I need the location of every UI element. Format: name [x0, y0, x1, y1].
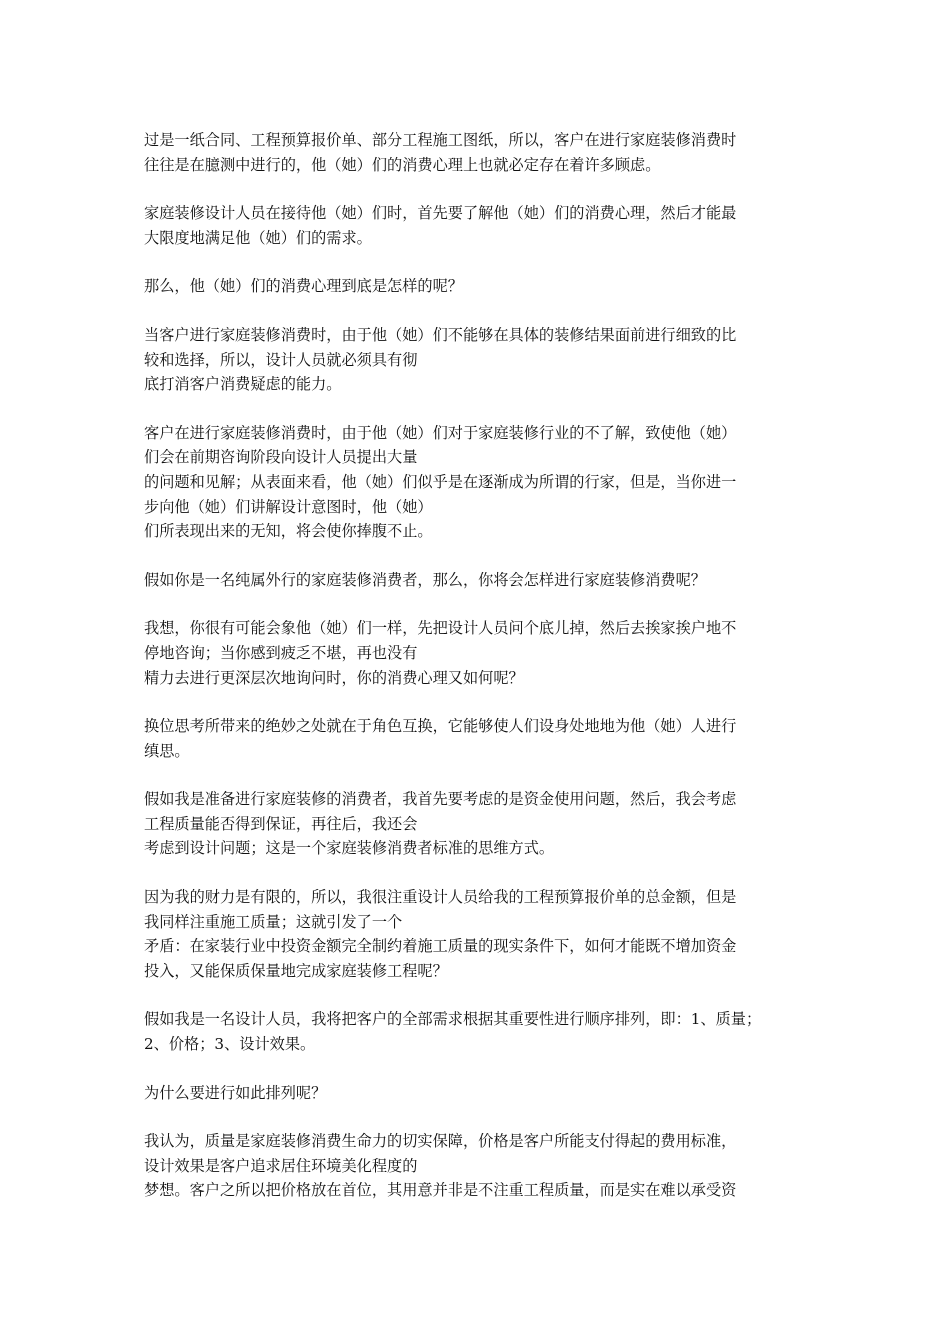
text-line: 们所表现出来的无知，将会使你捧腹不止。: [144, 522, 433, 541]
text-line: 往往是在臆测中进行的，他（她）们的消费心理上也就必定存在着许多顾虑。: [144, 155, 661, 174]
paragraph: [144, 201, 820, 250]
text-line: 我认为，质量是家庭装修消费生命力的切实保障，价格是客户所能支付得起的费用标准，: [144, 1132, 737, 1151]
text-line: 2、价格；3、设计效果。: [144, 1035, 316, 1054]
text-line: 梦想。客户之所以把价格放在首位，其用意并非是不注重工程质量，而是实在难以承受资: [144, 1181, 737, 1200]
text-line: 家庭装修设计人员在接待他（她）们时，首先要了解他（她）们的消费心理，然后才能最: [144, 204, 737, 223]
text-line: 大限度地满足他（她）们的需求。: [144, 228, 372, 247]
paragraph: [144, 714, 820, 763]
paragraph: [144, 1081, 820, 1106]
text-line: 我想，你很有可能会象他（她）们一样，先把设计人员问个底儿掉，然后去挨家挨户地不: [144, 619, 737, 638]
paragraph: [144, 616, 820, 690]
text-line: 停地咨询；当你感到疲乏不堪，再也没有: [144, 643, 418, 662]
text-line: 假如我是一名设计人员，我将把客户的全部需求根据其重要性进行顺序排列，即：1、质量；: [144, 1010, 762, 1029]
text-line: 较和选择，所以，设计人员就必须具有彻: [144, 350, 418, 369]
text-line: 的问题和见解；从表面来看，他（她）们似乎是在逐渐成为所谓的行家，但是，当你进一: [144, 472, 737, 491]
paragraph: [144, 274, 820, 299]
paragraph: [144, 1129, 820, 1203]
text-line: 投入，又能保质保量地完成家庭装修工程呢？: [144, 961, 448, 980]
text-line: 们会在前期咨询阶段向设计人员提出大量: [144, 448, 418, 467]
paragraph: [144, 1007, 820, 1056]
paragraph: [144, 323, 820, 397]
text-line: 矛盾：在家装行业中投资金额完全制约着施工质量的现实条件下，如何才能既不增加资金: [144, 937, 737, 956]
text-line: 步向他（她）们讲解设计意图时，他（她）: [144, 497, 433, 516]
text-line: 因为我的财力是有限的，所以，我很注重设计人员给我的工程预算报价单的总金额，但是: [144, 888, 737, 907]
paragraph: [144, 787, 820, 861]
paragraph: [144, 568, 820, 593]
text-line: 换位思考所带来的绝妙之处就在于角色互换，它能够使人们设身处地地为他（她）人进行: [144, 717, 737, 736]
text-line: 客户在进行家庭装修消费时，由于他（她）们对于家庭装修行业的不了解，致使他（她）: [144, 423, 737, 442]
text-line: 当客户进行家庭装修消费时，由于他（她）们不能够在具体的装修结果面前进行细致的比: [144, 325, 737, 344]
text-line: 为什么要进行如此排列呢？: [144, 1083, 327, 1102]
text-line: 我同样注重施工质量；这就引发了一个: [144, 912, 403, 931]
paragraph: [144, 421, 820, 544]
text-line: 工程质量能否得到保证，再往后，我还会: [144, 814, 418, 833]
text-line: 假如你是一名纯属外行的家庭装修消费者，那么，你将会怎样进行家庭装修消费呢？: [144, 570, 706, 589]
paragraph: [144, 128, 820, 177]
text-line: 过是一纸合同、工程预算报价单、部分工程施工图纸，所以，客户在进行家庭装修消费时: [144, 131, 737, 149]
text-line: 底打消客户消费疑虑的能力。: [144, 375, 342, 394]
text-line: 精力去进行更深层次地询问时，你的消费心理又如何呢？: [144, 668, 524, 687]
document-body: [144, 128, 820, 1227]
text-line: 假如我是准备进行家庭装修的消费者，我首先要考虑的是资金使用问题，然后，我会考虑: [144, 790, 737, 809]
text-line: 考虑到设计问题；这是一个家庭装修消费者标准的思维方式。: [144, 839, 555, 858]
text-line: 缜思。: [144, 741, 190, 760]
text-line: 设计效果是客户追求居住环境美化程度的: [144, 1156, 418, 1175]
text-line: 那么，他（她）们的消费心理到底是怎样的呢？: [144, 277, 463, 296]
paragraph: [144, 885, 820, 983]
